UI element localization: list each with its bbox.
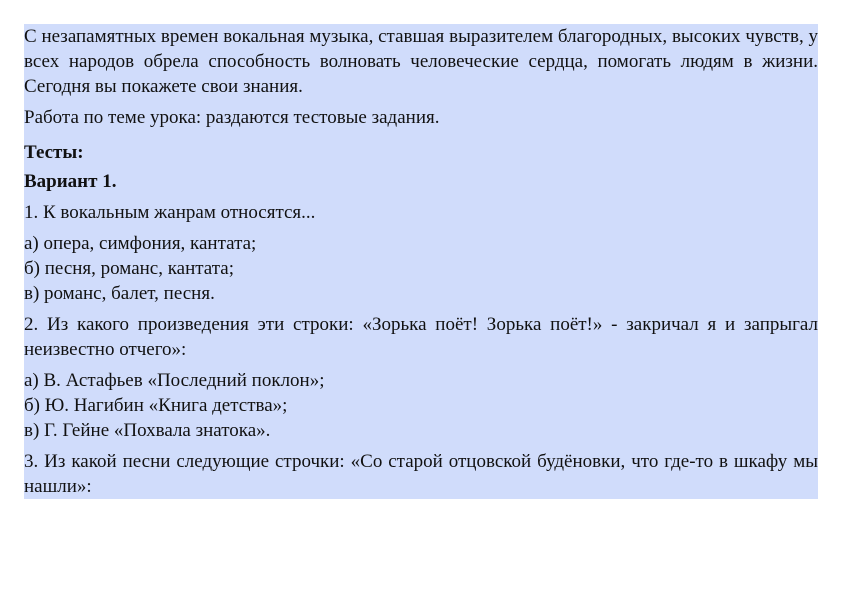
question-2: 2. Из какого произведения эти строки: «Зорька поёт! Зорька поёт!» - закричал я и запрыгал неизвестно отчего»: [24, 314, 818, 360]
question-1-options [24, 231, 818, 306]
question-3: 3. Из какой песни следующие строчки: «Со старой отцовской будёновки, что где-то в шкафу мы нашли»: [24, 451, 818, 497]
option-a: а) опера, симфония, кантата; [24, 233, 257, 254]
intro-paragraph: С незапамятных времен вокальная музыка, ставшая выразителем благородных, высоких чувств, у всех народов обрела способность волновать человеческие сердца, помогать людям в жизни. Сегодня вы покажете свои знания. [24, 26, 818, 97]
question-2-options [24, 368, 818, 443]
option-a: а) В. Астафьев «Последний поклон»; [24, 370, 325, 391]
work-line: Работа по теме урока: раздаются тестовые задания. [24, 107, 440, 128]
option-b: б) песня, романс, кантата; [24, 258, 234, 279]
tests-heading: Тесты: [24, 142, 84, 163]
option-c: в) Г. Гейне «Похвала знатока». [24, 420, 271, 441]
option-c: в) романс, балет, песня. [24, 283, 215, 304]
option-b: б) Ю. Нагибин «Книга детства»; [24, 395, 288, 416]
question-1: 1. К вокальным жанрам относятся... [24, 202, 316, 223]
variant-heading: Вариант 1. [24, 171, 117, 192]
text-block [24, 24, 818, 499]
